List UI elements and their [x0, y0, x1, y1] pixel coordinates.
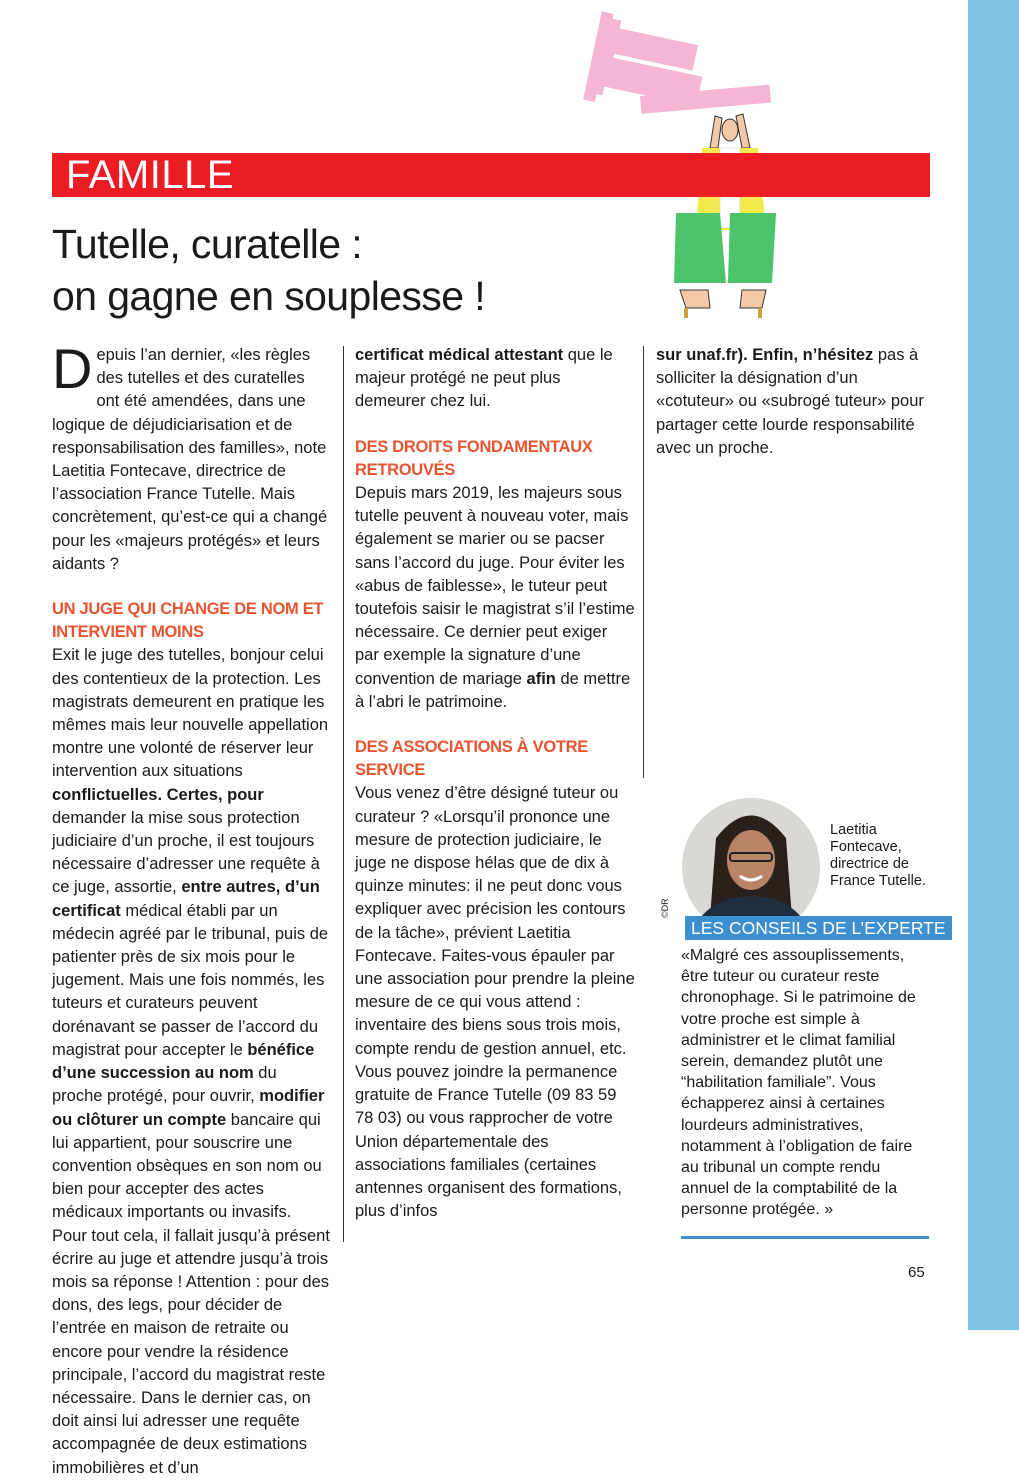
intro-paragraph: Depuis l’an dernier, «les règles des tutelles et des curatelles ont été amendées, dans une logique de déjudiciarisation et de responsabilisation des familles», note Laetitia Fontecave, directrice de l’association France Tutelle. Mais concrètement, qu’est-ce qui a changé pour les «majeurs protégés» et leurs aidants ? [52, 337, 328, 573]
expert-advice-label: LES CONSEILS DE L’EXPERTE [685, 916, 952, 940]
article-column-3 [656, 344, 928, 460]
rubric-label: FAMILLE [66, 153, 235, 197]
drop-cap: D [52, 337, 93, 400]
column-divider [343, 346, 344, 1242]
article-column-2 [355, 344, 635, 1223]
section-heading: DES ASSOCIATIONS À VOTRE SERVICE [355, 738, 588, 780]
section-paragraph: Vous venez d’être désigné tuteur ou curateur ? «Lorsqu’il prononce une mesure de protection judiciaire, le juge ne dispose hélas que de dix à quinze minutes: il ne peut donc vous expliquer avec précision les contours de la tâche», prévient Laetitia Fontecave. Faites-vous épauler par une association pour prendre la pleine mesure de ce qui vous attend : inventaire des biens sous trois mois, compte rendu de gestion annuel, etc. Vous pouvez joindre la permanence gratuite de France Tutelle (09 83 59 78 03) ou vous rapprocher de votre Union départementale des associations familiales (certaines antennes organisent des formations, plus d’infos [355, 784, 635, 1221]
section-paragraph: Exit le juge des tutelles, bonjour celui des contentieux de la protection. Les magistrats demeurent en pratique les mêmes mais leur nouvelle appellation montre une volonté de réserver leur intervention aux situations conflictuelles. Certes, pour demander la mise sous protection judiciaire d’un proche, il est toujours nécessaire d’adresser une requête à ce juge, assortie, entre autres, d’un certificat médical établi par un médecin agréé par le tribunal, puis de patienter près de six mois pour le jugement. Mais une fois nommés, les tuteurs et curateurs peuvent dorénavant se passer de l’accord du magistrat pour accepter le bénéfice d’une succession au nom du proche protégé, pour ouvrir, modifier ou clôturer un compte bancaire qui lui appartient, pour souscrire une convention obsèques en son nom ou bien pour accepter des actes médicaux importants ou invasifs. Pour tout cela, il fallait jusqu’à présent écrire au juge et attendre jusqu’à trois mois sa réponse ! Attention : pour des dons, des legs, pour décider de l’entrée en maison de retraite ou encore pour vendre la résidence principale, l’accord du magistrat reste nécessaire. Dans le dernier cas, on doit ainsi lui adresser une requête accompagnée de deux estimations immobilières et d’un [52, 646, 330, 1477]
section-heading: UN JUGE QUI CHANGE DE NOM ET INTERVIENT MOINS [52, 600, 324, 642]
section-paragraph: Depuis mars 2019, les majeurs sous tutelle peuvent à nouveau voter, mais également se marier ou se pacser sans l’accord du juge. Pour éviter les «abus de faiblesse», le tuteur peut toutefois saisir le magistrat s’il l’estime nécessaire. Ce dernier peut exiger par exemple la signature d’une convention de mariage afin de mettre à l’abri le patrimoine. [355, 484, 635, 711]
section-paragraph: certificat médical attestant que le majeur protégé ne peut plus demeurer chez lui. [355, 346, 613, 411]
article-title [52, 218, 612, 322]
photo-credit: ©DR [660, 898, 670, 918]
page-number: 65 [908, 1264, 925, 1281]
expert-quote: «Malgré ces assouplissements, être tuteur ou curateur reste chronophage. Si le patrimoine de votre proche est simple à administrer et le climat familial serein, demandez plutôt une “habilitation familiale”. Vous échapperez ainsi à certaines lourdeurs administratives, notamment à l’obligation de faire au tribunal un compte rendu annuel de la comptabilité de la personne protégée. » [681, 947, 916, 1219]
article-column-1 [52, 337, 330, 1480]
page-edge-color-bar [968, 0, 1019, 1330]
photo-caption: Laetitia Fontecave, directrice de France Tutelle. [830, 822, 926, 889]
flow-into-col2: bancaire qui lui appartient, pour souscrire une convention obsèques en son nom ou bien pour accepter des actes médicaux importants ou invasifs. Pour tout cela, il fallait jusqu’à présent écrire au juge et attendre jusqu’à trois mois sa réponse ! Attention : pour des dons, des legs, pour décider de l’entrée en maison de retraite ou encore pour vendre la résidence principale, l’accord du magistrat reste nécessaire. Dans le dernier cas, on doit ainsi lui adresser une requête accompagnée de deux estimations immobilières et d’un [52, 1110, 330, 1477]
quote-divider [681, 1236, 929, 1239]
title-line-1: Tutelle, curatelle : [52, 221, 363, 267]
column-divider [643, 346, 644, 778]
section-paragraph: sur unaf.fr). Enfin, n’hésitez pas à solliciter la désignation d’un «cotuteur» ou «subrogé tuteur» pour partager cette lourde responsabilité avec un proche. [656, 346, 924, 457]
section-heading: DES DROITS FONDAMENTAUX RETROUVÉS [355, 437, 593, 479]
title-line-2: on gagne en souplesse ! [52, 273, 485, 319]
